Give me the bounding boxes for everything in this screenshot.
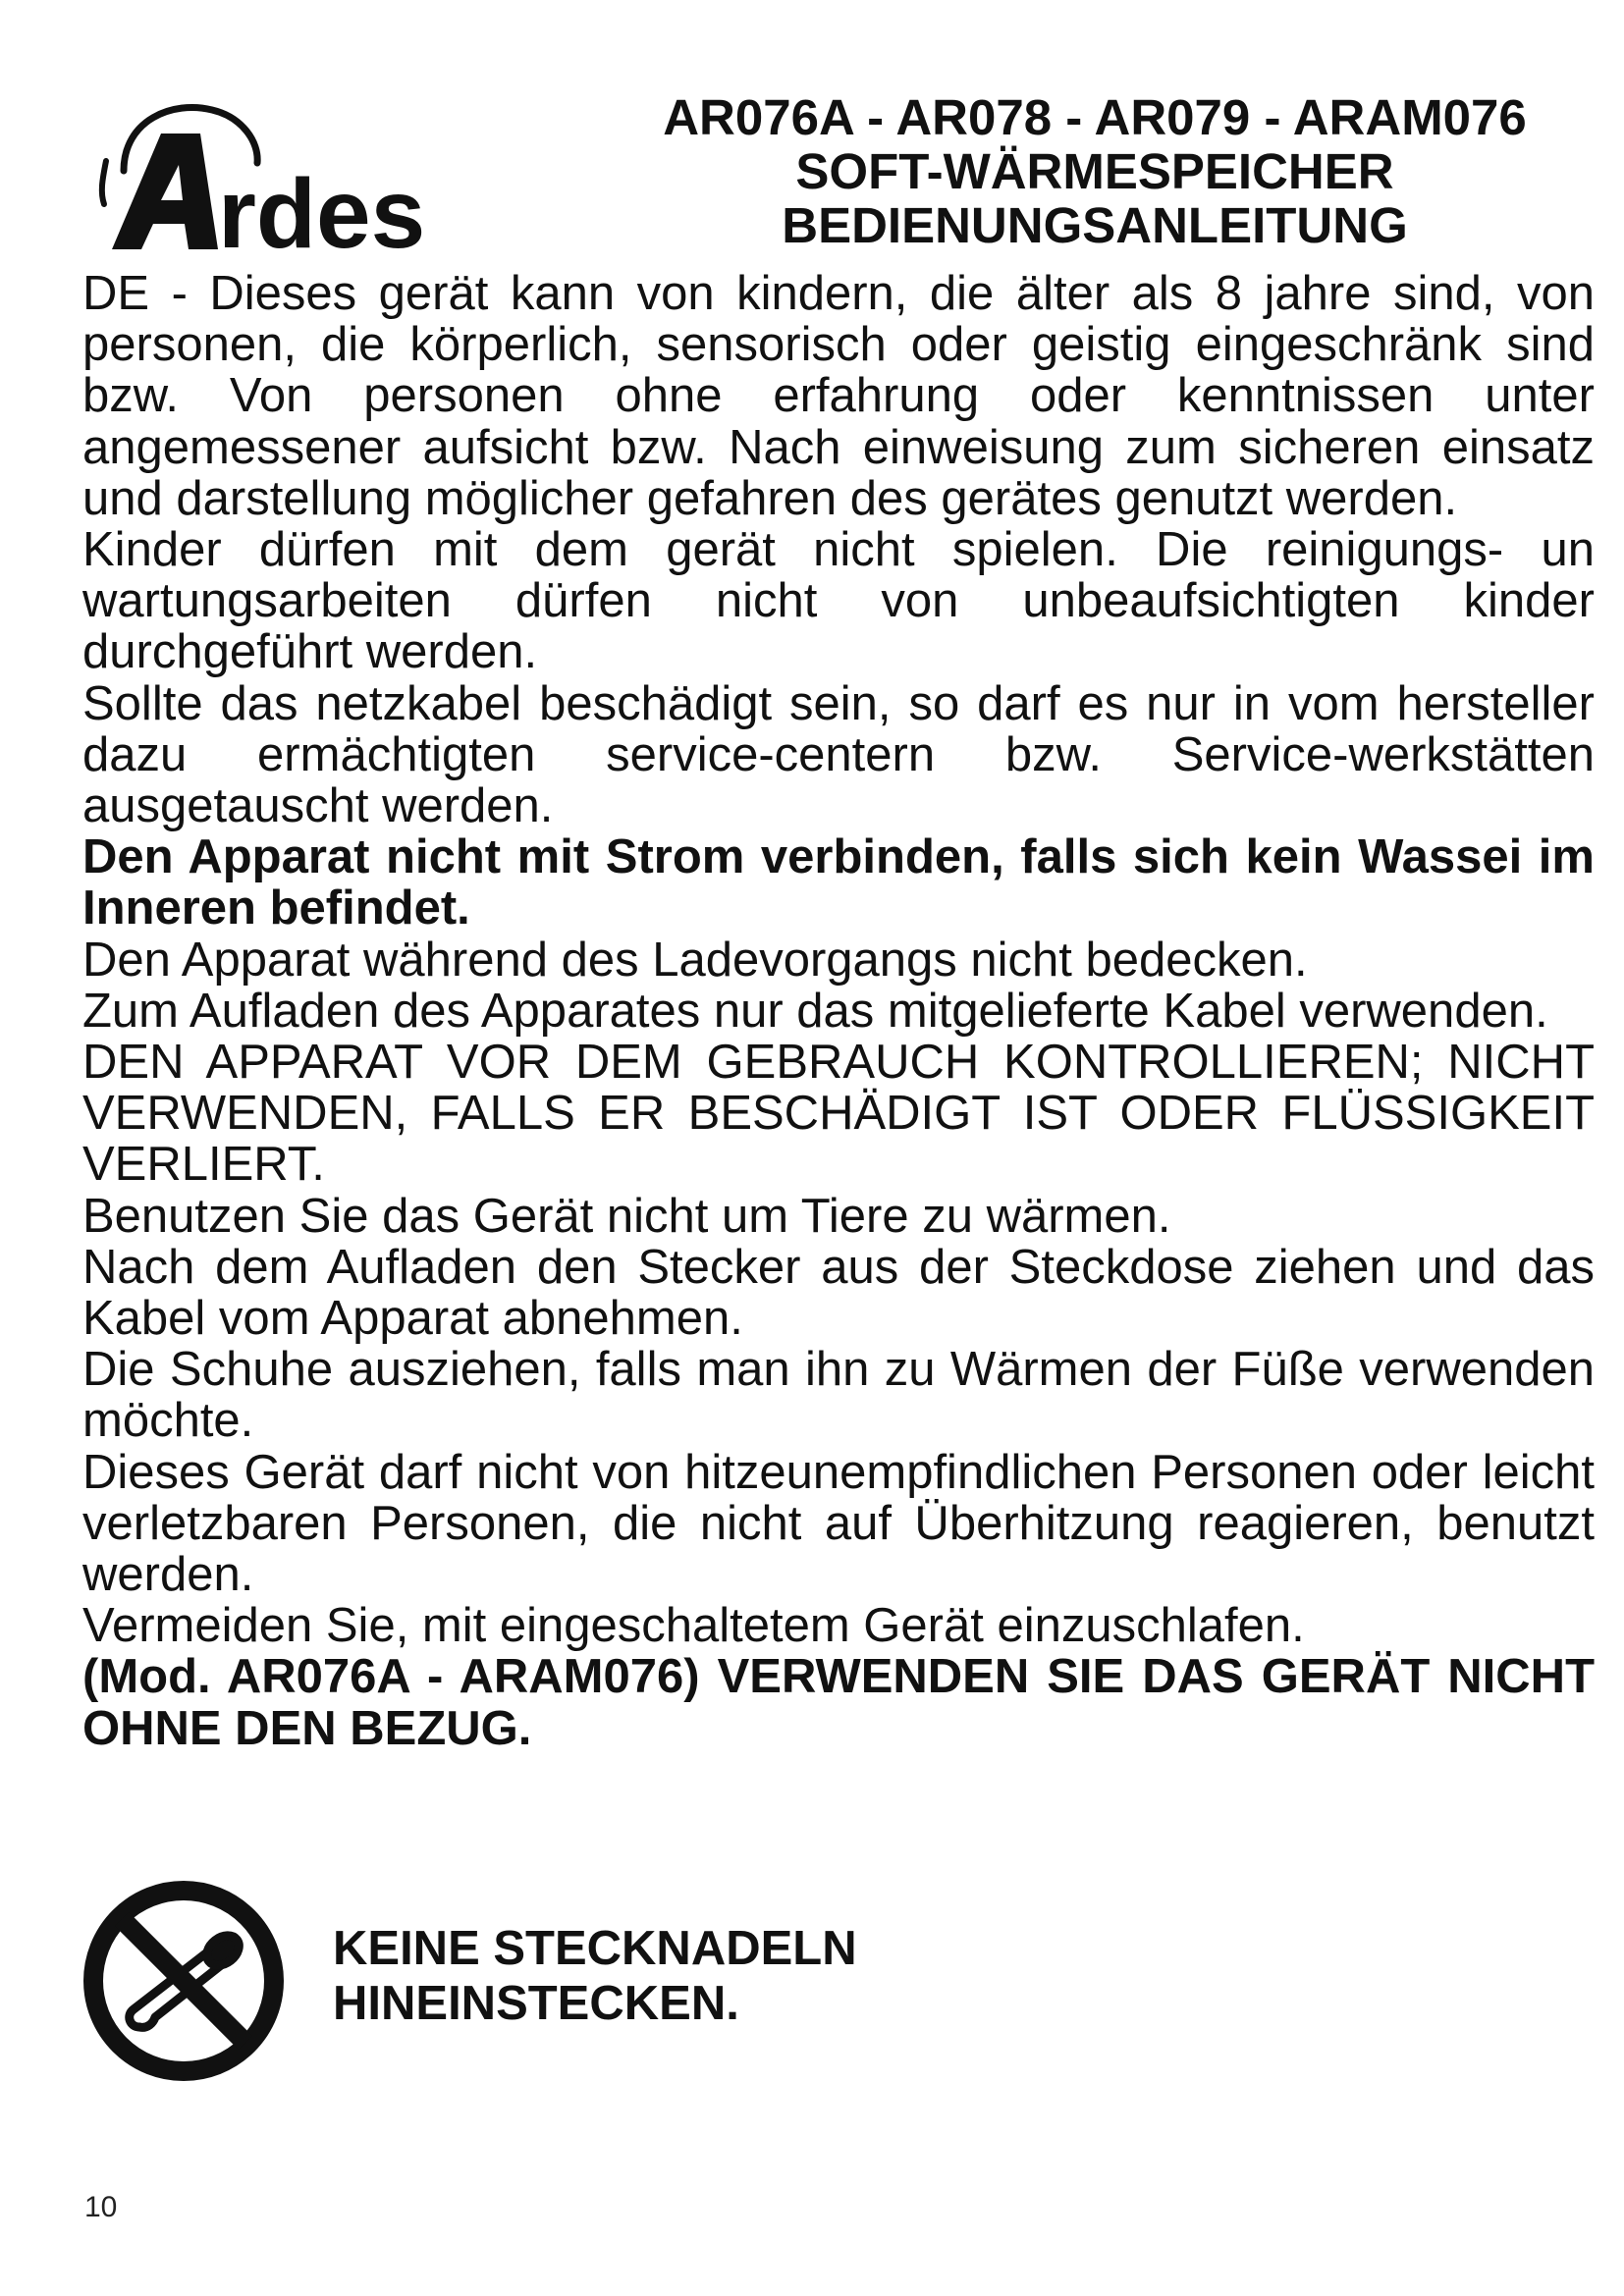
- paragraph-water-warning: Den Apparat nicht mit Strom verbinden, falls sich kein Wassei im Inneren befindet.: [82, 830, 1595, 935]
- paragraph-do-not-sleep: Vermeiden Sie, mit eingeschaltetem Gerät einzuschlafen.: [82, 1599, 1305, 1653]
- paragraph-check-before-use: DEN APPARAT VOR DEM GEBRAUCH KONTROLLIEREN; NICHT VERWENDEN, FALLS ER BESCHÄDIGT IST ODER FLÜSSIGKEIT VERLIERT.: [82, 1036, 1595, 1192]
- paragraph-remove-shoes: Die Schuhe ausziehen, falls man ihn zu Wärmen der Füße verwenden möchte.: [82, 1343, 1595, 1448]
- model-numbers: AR076A - AR078 - AR079 - ARAM076: [663, 89, 1527, 145]
- paragraph-cover-required: (Mod. AR076A - ARAM076) VERWENDEN SIE DAS GERÄT NICHT OHNE DEN BEZUG.: [82, 1650, 1595, 1755]
- paragraph-children-play: Kinder dürfen mit dem gerät nicht spielen. Die reinigungs- un wartungsarbeiten dürfen nicht von unbeaufsichtigten kinder durchgeführt werden.: [82, 523, 1595, 679]
- svg-text:rdes: rdes: [218, 159, 426, 249]
- warning-line-2: HINEINSTECKEN.: [333, 1977, 739, 2030]
- no-pins-warning-text: [333, 1921, 857, 2031]
- paragraph-power-cord: Sollte das netzkabel beschädigt sein, so darf es nur in vom hersteller dazu ermächtigten service-centern bzw. Service-werkstätten ausgetauscht werden.: [82, 676, 1595, 833]
- paragraph-no-cover-charging: Den Apparat während des Ladevorgangs nicht bedecken.: [82, 933, 1308, 987]
- paragraph-no-animals: Benutzen Sie das Gerät nicht um Tiere zu wärmen.: [82, 1189, 1171, 1243]
- paragraph-sensitive-persons: Dieses Gerät darf nicht von hitzeunempfindlichen Personen oder leicht verletzbaren Personen, die nicht auf Überhitzung reagieren, benutzt werden.: [82, 1445, 1595, 1602]
- no-pins-warning: [82, 1880, 966, 2086]
- warning-line-1: KEINE STECKNADELN: [333, 1922, 857, 1975]
- page-number: 10: [84, 2191, 118, 2223]
- document-type: BEDIENUNGSANLEITUNG: [782, 197, 1408, 253]
- paragraph-supplied-cable: Zum Aufladen des Apparates nur das mitgelieferte Kabel verwenden.: [82, 984, 1548, 1038]
- paragraph-unplug: Nach dem Aufladen den Stecker aus der Steckdose ziehen und das Kabel vom Apparat abnehmen.: [82, 1240, 1595, 1346]
- ardes-brand-logo: [84, 102, 428, 249]
- no-pins-prohibition-icon: [82, 1880, 285, 2082]
- ardes-logo: [84, 102, 428, 249]
- instructions-body: [82, 268, 1595, 1754]
- document-header: [628, 90, 1561, 252]
- paragraph-child-safety: DE - Dieses gerät kann von kindern, die älter als 8 jahre sind, von personen, die körperlich, sensorisch oder geistig eingeschränk sind bzw. Von personen ohne erfahrung oder kenntnissen unter angemessener aufsicht bzw. Nach einweisung zum sicheren einsatz und darstellung möglicher gefahren des gerätes genutzt werden.: [82, 267, 1595, 525]
- product-name: SOFT-WÄRMESPEICHER: [795, 143, 1394, 199]
